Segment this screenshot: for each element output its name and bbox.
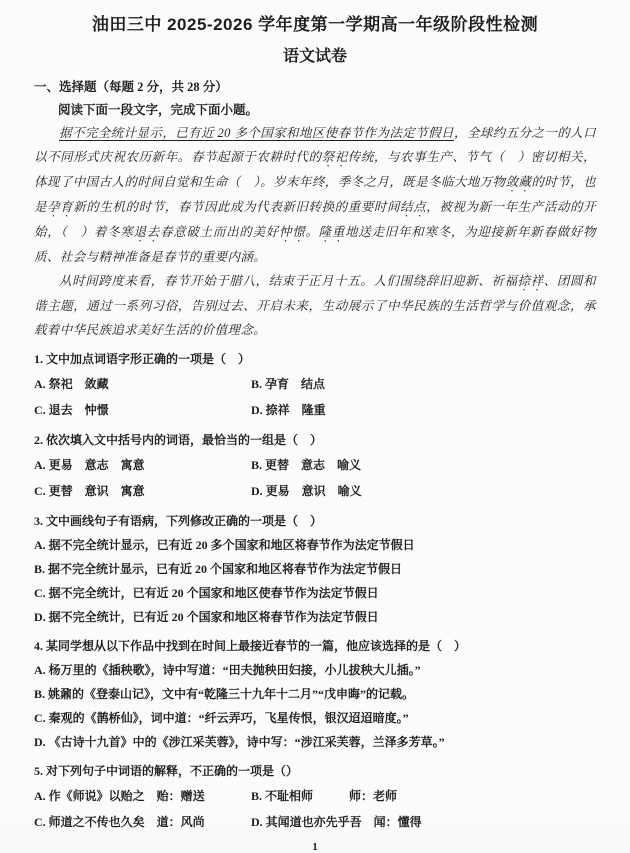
question-stem: 3. 文中画线句子有语病，下列修改正确的一项是（ ）: [34, 514, 323, 528]
passage-paragraph: [34, 269, 596, 342]
question-5: [34, 762, 596, 835]
option-D: D. 更易 意识 喻义: [251, 484, 362, 498]
passage-text: 、团圆和谐主题，通过一系列习俗，告别过去、开启未来，生动展示了中华民族的生活哲学与价值观念，承载着中华民族追求美好生活的价值理念。: [34, 274, 596, 337]
options-group: [34, 371, 596, 423]
passage-text: 春意破土而出的美好: [159, 225, 279, 239]
question-stem: 1. 文中加点词语字形正确的一项是（ ）: [34, 352, 251, 366]
question-stem: 2. 依次填入文中括号内的词语，最恰当的一组是（ ）: [34, 433, 323, 447]
options-group: [34, 452, 596, 504]
option-C: C. 更替 意识 寓意: [34, 484, 145, 498]
option-A: A. 杨万里的《插秧歌》，诗中写道：“田夫抛秧田妇接，小儿拔秧大儿插。”: [34, 663, 421, 677]
option-C: C. 据不完全统计，已有近 20 个国家和地区使春节作为法定节假日: [34, 586, 379, 600]
dotted-emphasis-text: 捺祥: [517, 274, 544, 288]
passage-text: 新的生机的时节，春节因此成为代表新旧转换的重要时间: [73, 200, 401, 214]
question-4: [34, 637, 596, 754]
option-D: D. 据不完全统计，已有近 20 个国家和地区将春节作为法定节假日: [34, 610, 379, 624]
option-D: D. 《古诗十九首》中的《涉江采芙蓉》，诗中写：“涉江采芙蓉，兰泽多芳草。”: [34, 735, 445, 749]
exam-subtitle: 语文试卷: [282, 48, 347, 65]
option-B: B. 不耻相师 师：老师: [251, 789, 398, 803]
options-group: [34, 533, 596, 629]
passage-text: ，全球约五分之一的人口以不同形式庆祝农历新年。春节起源于农耕时代的: [34, 126, 596, 164]
reading-passage: [34, 121, 596, 342]
dotted-emphasis-text: 祭祀: [321, 150, 348, 164]
dotted-emphasis-text: 隆重: [318, 225, 346, 239]
passage-text: ，被视为新一年生产活动的开始，（ ）着冬寒: [34, 200, 596, 239]
question-1: [34, 350, 596, 423]
option-C: C. 师道之不传也久矣 道：风尚: [34, 815, 205, 829]
option-D: D. 其闻道也亦先乎吾 闻：懂得: [251, 815, 422, 829]
question-3: [34, 512, 596, 629]
option-C: C. 退去 忡憬: [34, 403, 109, 417]
question-2: [34, 431, 596, 504]
question-list: [34, 350, 596, 835]
passage-text: 从时间跨度来看，春节开始于腊八，结束于正月十五。人们围绕辞旧迎新、祈福: [59, 274, 518, 288]
option-A: A. 更易 意志 寓意: [34, 458, 145, 472]
option-A: A. 作《师说》以贻之 贻：赠送: [34, 789, 205, 803]
option-D: D. 捺祥 隆重: [251, 403, 326, 417]
options-group: [34, 658, 596, 754]
passage-text: 地送走旧年和寒冬，为迎接新年新春做好物质、社会与精神准备是春节的重要内涵。: [34, 225, 597, 264]
option-B: B. 姚鼐的《登泰山记》，文中有“乾隆三十九年十二月”“戊申晦”的记载。: [34, 687, 415, 701]
dotted-emphasis-text: 忡憬: [278, 225, 306, 239]
option-B: B. 据不完全统计显示，已有近 20 个国家和地区将春节作为法定节假日: [34, 562, 403, 576]
exam-title: 油田三中 2025-2026 学年度第一学期高一年级阶段性检测: [91, 15, 539, 34]
reading-instruction: 阅读下面一段文字，完成下面小题。: [58, 103, 259, 117]
passage-text: 的时节，也是: [34, 175, 596, 214]
option-B: B. 更替 意志 喻义: [251, 458, 362, 472]
options-group: [34, 783, 596, 835]
dotted-emphasis-text: 结点: [400, 200, 427, 214]
passage-text: 传统，与农事生产、节气（ ）密切相关，体现了中国古人的时间自觉和生命（ ）。岁末年终，季冬之月，既是冬临大地万物: [34, 150, 596, 189]
question-stem: 5. 对下列句子中词语的解释，不正确的一项是（）: [34, 764, 299, 778]
option-B: B. 孕育 结点: [251, 377, 326, 391]
passage-paragraph: [34, 121, 596, 269]
question-stem: 4. 某同学想从以下作品中找到在时间上最接近春节的一篇，他应该选择的是（ ）: [34, 639, 467, 653]
dotted-emphasis-text: 退去: [133, 225, 160, 239]
underlined-text: 据不完全统计显示，已有近 20 多个国家和地区使春节作为法定节假日: [59, 126, 454, 140]
page-number: 1: [312, 841, 318, 853]
section-heading: 一、选择题（每题 2 分，共 28 分）: [34, 80, 228, 94]
option-C: C. 秦观的《鹊桥仙》，词中道：“纤云弄巧，飞星传恨，银汉迢迢暗度。”: [34, 711, 409, 725]
dotted-emphasis-text: 孕育: [47, 200, 74, 214]
dotted-emphasis-text: 敛藏: [505, 175, 532, 189]
option-A: A. 祭祀 敛藏: [34, 377, 109, 391]
option-A: A. 据不完全统计显示，已有近 20 多个国家和地区将春节作为法定节假日: [34, 538, 415, 552]
passage-text: 。: [305, 225, 319, 239]
